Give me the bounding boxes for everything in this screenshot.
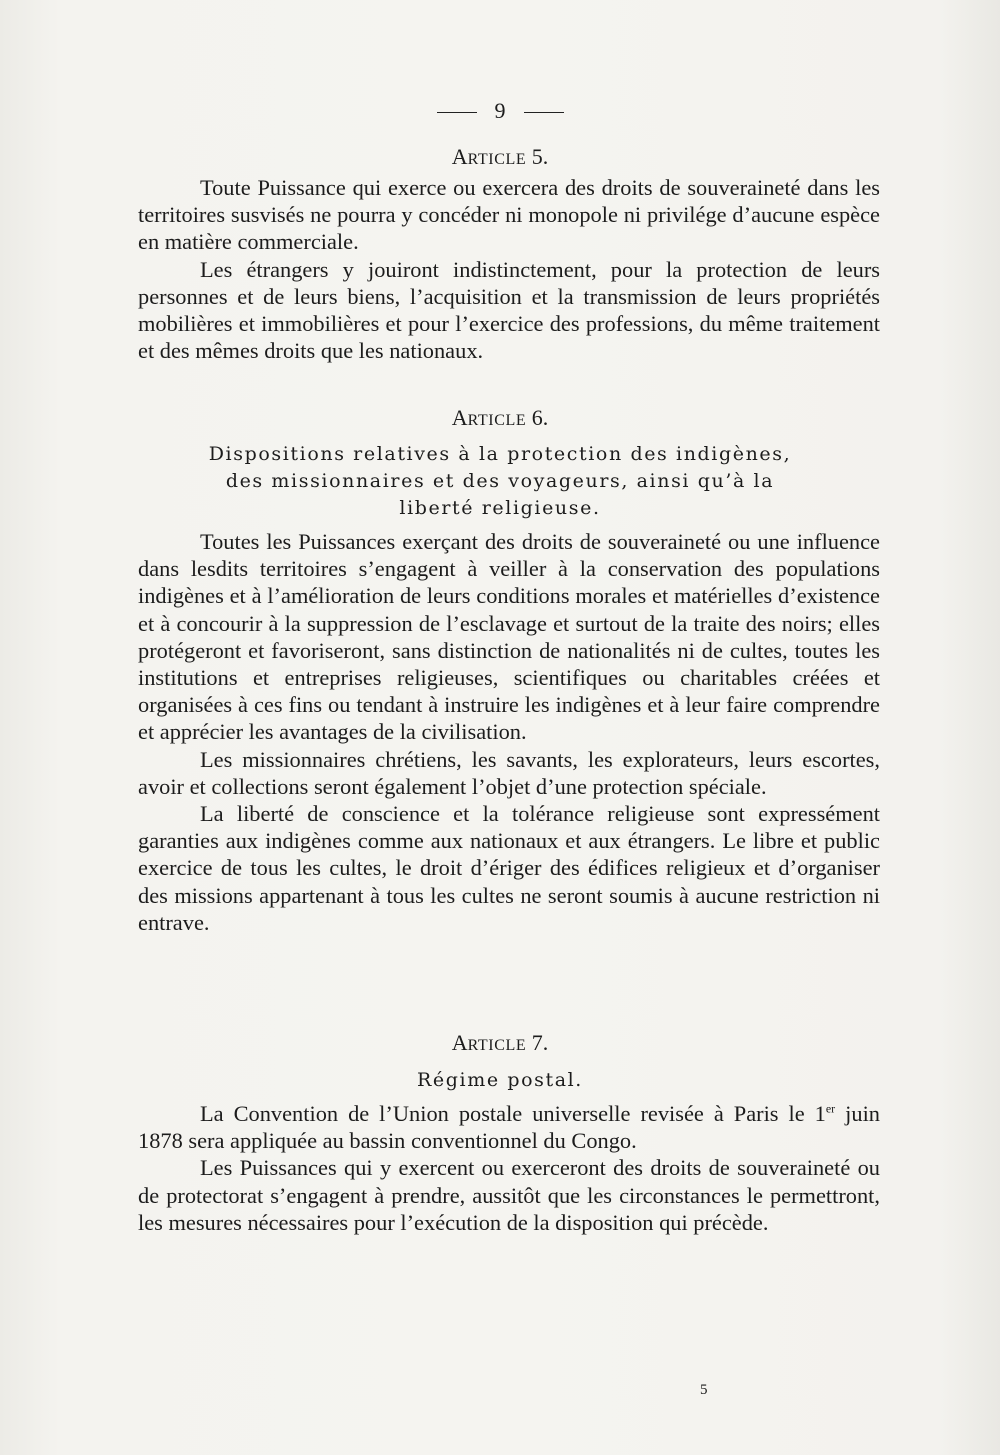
article-7-paragraph: Les Puissances qui y exercent ou exerceront des droits de souveraineté ou de protectorat s’engagent à prendre, aussitôt que les circonstances le permettront, les mesures nécessaires pour l’exécution de la disposition qui précède. — [138, 1155, 880, 1235]
article-6-paragraph: Toutes les Puissances exerçant des droits de souveraineté ou une influence dans lesdits territoires s’engagent à veiller à la conservation des populations indigènes et à l’amélioration de leurs conditions morales et matérielles d’existence et à concourir à la suppression de l’esclavage et surtout de la traite des noirs; elles protégeront et favoriseront, sans distinction de nationalités ni de cultes, toutes les institutions et entreprises religieuses, scientifiques ou charitables créées et organisées à ces fins ou tendant à instruire les indigènes et à leur faire comprendre et apprécier les avantages de la civilisation. — [138, 529, 880, 745]
page-number-header — [0, 98, 1000, 124]
article-6-body — [138, 528, 880, 936]
signature-mark: 5 — [700, 1382, 708, 1398]
article-6-paragraph: La liberté de conscience et la tolérance religieuse sont expressément garanties aux indigènes comme aux nationaux et aux étrangers. Le libre et public exercice de tous les cultes, le droit d’ériger des édifices religieux et d’organiser des missions appartenant à tous les cultes ne seront soumis à aucune restriction ni entrave. — [138, 801, 880, 935]
article-5-paragraph: Les étrangers y jouiront indistinctement, pour la protection de leurs personnes et de leurs biens, l’acquisition et la transmission de leurs propriétés mobilières et immobilières et pour l’exercice des professions, du même traitement et des mêmes droits que les nationaux. — [138, 256, 880, 364]
article-7-subtitle: Régime postal. — [417, 1069, 583, 1091]
article-5-heading: ARTICLE 5. — [451, 144, 549, 169]
right-rule — [524, 112, 564, 113]
article-7-heading: ARTICLE 7. — [451, 1030, 549, 1055]
article-6-paragraph: Les missionnaires chrétiens, les savants, les explorateurs, leurs escortes, avoir et collections seront également l’objet d’une protection spéciale. — [138, 746, 880, 799]
article-5-body — [138, 174, 880, 364]
article-5-paragraph: Toute Puissance qui exerce ou exercera des droits de souveraineté dans les territoires susvisés ne pourra y concéder ni monopole ni privilége d’aucune espèce en matière commerciale. — [138, 175, 880, 255]
article-6-heading: ARTICLE 6. — [451, 405, 549, 430]
page-number: 9 — [494, 98, 506, 123]
article-7-paragraph: La Convention de l’Union postale universelle revisée à Paris le 1er juin 1878 sera appliquée au bassin conventionnel du Congo. — [138, 1101, 880, 1154]
article-7-body — [138, 1100, 880, 1236]
left-rule — [437, 112, 477, 113]
article-6-subtitle: Dispositions relatives à la protection des indigènes, des missionnaires et des voyageurs, ainsi qu’à la liberté religieuse. — [208, 443, 792, 519]
